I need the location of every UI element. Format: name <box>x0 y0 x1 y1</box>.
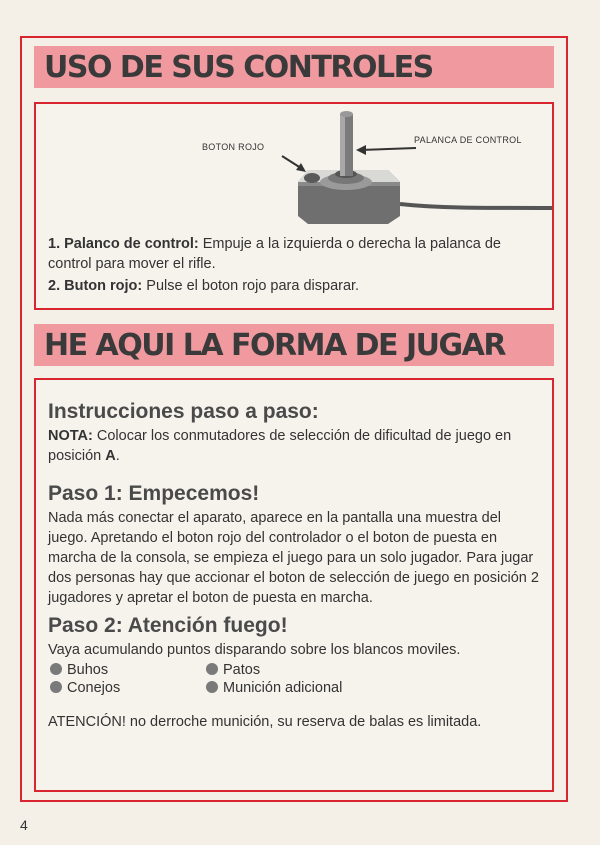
label-red-button: BOTON ROJO <box>202 142 265 152</box>
target-label: Conejos <box>67 680 121 696</box>
label-control-lever: PALANCA DE CONTROL <box>414 135 522 145</box>
section-banner-howto <box>34 324 554 366</box>
bullet-dot-icon <box>206 681 218 693</box>
section-title-controls: USO DE SUS CONTROLES <box>44 50 433 85</box>
section-banner-controls <box>34 46 554 88</box>
nota-end: . <box>115 448 120 464</box>
target-label: Munición adicional <box>223 680 343 696</box>
item1-text: Empuje a la izquierda o derecha la palanca de control para mover el rifle. <box>48 236 501 272</box>
controls-box <box>34 102 554 310</box>
nota-position: A <box>105 448 116 464</box>
step2-text: Vaya acumulando puntos disparando sobre los blancos moviles. <box>48 642 461 658</box>
target-item <box>206 680 342 696</box>
warning-text: ATENCIÓN! no derroche munición, su reserva de balas es limitada. <box>48 714 482 730</box>
target-label: Buhos <box>67 662 109 678</box>
nota-text: Colocar los conmutadores de selección de dificultad de juego en posición <box>48 428 512 464</box>
target-item <box>206 662 260 678</box>
item1-title: 1. Palanco de control: <box>48 236 199 252</box>
section-title-howto: HE AQUI LA FORMA DE JUGAR <box>44 328 505 363</box>
nota-label: NOTA: <box>48 428 93 444</box>
howto-box <box>34 378 554 792</box>
item2-text: Pulse el boton rojo para disparar. <box>142 278 360 294</box>
bullet-dot-icon <box>50 681 62 693</box>
step1-heading: Paso 1: Empecemos! <box>48 482 260 505</box>
item-control-lever <box>48 234 542 274</box>
page-number: 4 <box>20 817 28 833</box>
nota-paragraph <box>48 426 542 466</box>
step1-text: Nada más conectar el aparato, aparece en la pantalla una muestra del juego. Apretando el boton rojo del controlador o el boton de puesta en marcha de la consola, se empieza el juego para un solo jugador. Para jugar dos personas hay que accionar el boton de selección de juego en posición 2 jugadores y apretar el boton de puesta en marcha. <box>48 510 539 606</box>
bullet-dot-icon <box>206 663 218 675</box>
target-item <box>50 680 120 696</box>
bullet-dot-icon <box>50 663 62 675</box>
step2-heading: Paso 2: Atención fuego! <box>48 614 288 637</box>
target-label: Patos <box>223 662 261 678</box>
instructions-heading: Instrucciones paso a paso: <box>48 400 319 423</box>
joystick-illustration <box>36 104 552 224</box>
target-item <box>50 662 108 678</box>
item-red-button <box>48 276 542 296</box>
item2-title: 2. Buton rojo: <box>48 278 143 294</box>
